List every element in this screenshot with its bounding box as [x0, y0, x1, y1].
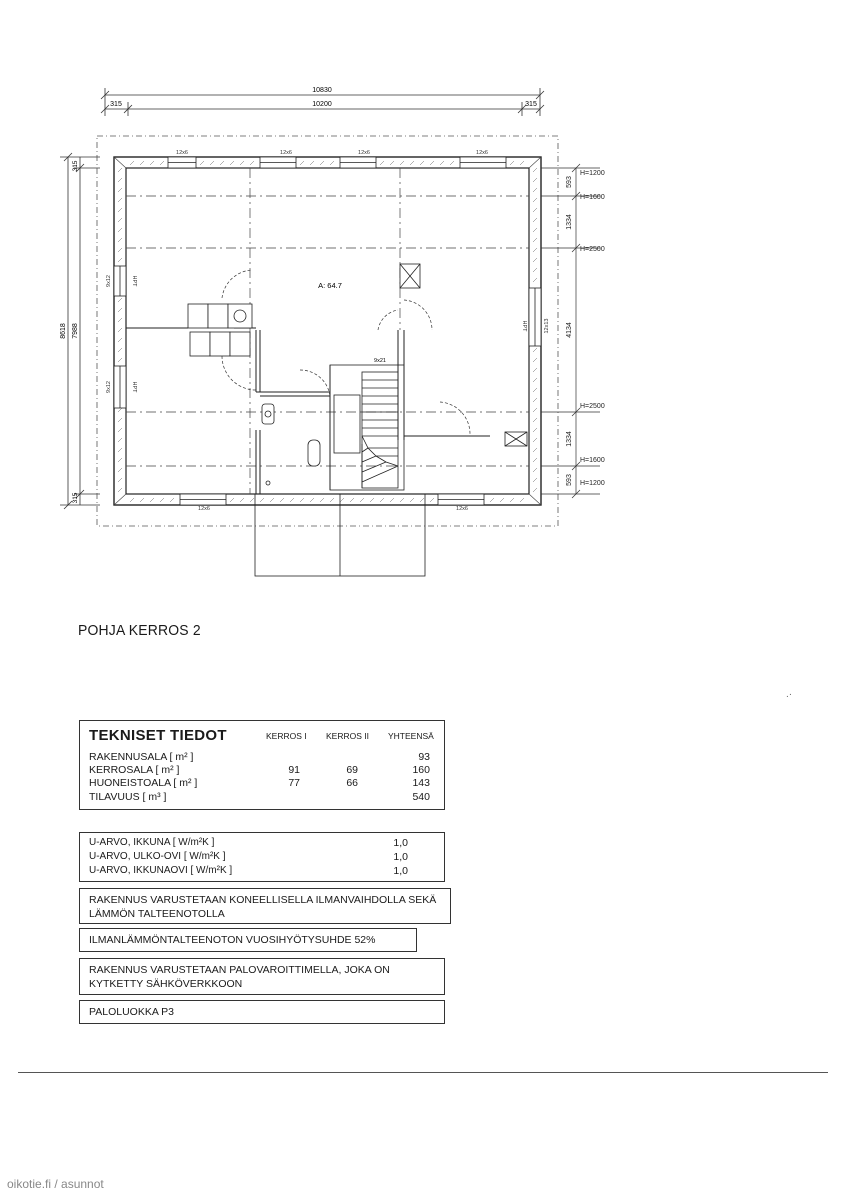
- watermark: oikotie.fi / asunnot: [7, 1177, 104, 1191]
- height-labels: [580, 170, 605, 487]
- bathroom-fixtures: [262, 404, 320, 485]
- u-label: U-ARVO, IKKUNAOVI [ W/m²K ]: [89, 865, 233, 876]
- row-total: 93: [418, 751, 430, 763]
- dim-wall-left: 315: [110, 101, 122, 108]
- speck: .·: [786, 689, 793, 700]
- ceiling-lines: [126, 168, 529, 494]
- u-value: 1,0: [393, 851, 408, 863]
- dim-inner-width: 10200: [312, 101, 332, 108]
- u-value: 1,0: [393, 865, 408, 877]
- porch-outline: [255, 494, 425, 576]
- u-label: U-ARVO, IKKUNA [ W/m²K ]: [89, 837, 215, 848]
- row-total: 540: [412, 791, 430, 803]
- right-dim-values: [566, 176, 573, 486]
- row-total: 143: [412, 777, 430, 789]
- fire-class-note: PALOLUOKKA P3: [79, 1000, 445, 1024]
- row-k2: 66: [346, 777, 358, 789]
- right-dim-value: 1334: [566, 214, 573, 230]
- dim-total-width: 10830: [312, 87, 332, 94]
- dim-wall-top: 315: [72, 160, 79, 172]
- right-dim-value: 1334: [566, 431, 573, 447]
- column-header: KERROS II: [326, 731, 369, 741]
- wall-hatching: [118, 161, 537, 502]
- row-label: TILAVUUS [ m³ ]: [89, 791, 167, 803]
- technical-data-heading: TEKNISET TIEDOT: [89, 727, 227, 744]
- height-label: H=1600: [580, 457, 605, 464]
- ventilation-note: RAKENNUS VARUSTETAAN KONEELLISELLA ILMANVAIHDOLLA SEKÄ LÄMMÖN TALTEENOTOLLA: [79, 888, 451, 924]
- dim-wall-bottom: 315: [72, 492, 79, 504]
- right-dim-value: 593: [566, 176, 573, 188]
- height-label: H=1200: [580, 170, 605, 177]
- right-dim-value: 593: [566, 474, 573, 486]
- door-swings: [222, 270, 470, 434]
- dim-total-depth: 8618: [60, 323, 67, 339]
- hpt-label: HPT: [521, 320, 527, 332]
- column-header: KERROS I: [266, 731, 307, 741]
- window-label: 9x12: [106, 275, 112, 287]
- dim-inner-depth: 7988: [72, 323, 79, 339]
- footer-divider: [18, 1072, 828, 1073]
- smoke-detector-note: RAKENNUS VARUSTETAAN PALOVAROITTIMELLA, JOKA ON KYTKETTY SÄHKÖVERKKOON: [79, 958, 445, 995]
- window-label: 12x6: [280, 150, 292, 156]
- window-label: 12x6: [456, 506, 468, 512]
- row-label: HUONEISTOALA [ m² ]: [89, 777, 198, 789]
- u-value: 1,0: [393, 837, 408, 849]
- height-label: H=2500: [580, 403, 605, 410]
- outer-walls: [114, 157, 541, 505]
- window-label: 12x6: [198, 506, 210, 512]
- plan-title: POHJA KERROS 2: [78, 622, 201, 639]
- roof-outline: [97, 136, 558, 526]
- height-label: H=1200: [580, 480, 605, 487]
- window-label: 12x6: [358, 150, 370, 156]
- row-k2: 69: [346, 764, 358, 776]
- window-label: 12x6: [176, 150, 188, 156]
- column-header: YHTEENSÄ: [388, 731, 434, 741]
- row-label: KERROSALA [ m² ]: [89, 764, 180, 776]
- window-labels: [106, 150, 550, 512]
- interior-walls: [126, 328, 490, 494]
- height-label: H=1600: [580, 194, 605, 201]
- heat-recovery-note: ILMANLÄMMÖNTALTEENOTON VUOSIHYÖTYSUHDE 52%: [79, 928, 417, 952]
- u-label: U-ARVO, ULKO-OVI [ W/m²K ]: [89, 851, 226, 862]
- hpt-label: HPT: [131, 275, 137, 287]
- hpt-label: HPT: [131, 381, 137, 393]
- row-total: 160: [412, 764, 430, 776]
- row-label: RAKENNUSALA [ m² ]: [89, 751, 194, 763]
- right-dim-value: 4134: [566, 322, 573, 338]
- window-label: 12x13: [544, 318, 550, 334]
- technical-data-table: [79, 720, 445, 810]
- height-label: H=2500: [580, 246, 605, 253]
- window-label: 9x12: [106, 381, 112, 393]
- window-label: 12x6: [476, 150, 488, 156]
- storage-boxes: [188, 264, 527, 446]
- u-values-table: [79, 832, 445, 882]
- door-label: 9x21: [374, 358, 386, 364]
- row-k1: 91: [288, 764, 300, 776]
- windows: [114, 157, 541, 505]
- area-label: A: 64.7: [318, 281, 342, 290]
- row-k1: 77: [288, 777, 300, 789]
- staircase: [330, 365, 404, 490]
- dim-wall-right: 315: [525, 101, 537, 108]
